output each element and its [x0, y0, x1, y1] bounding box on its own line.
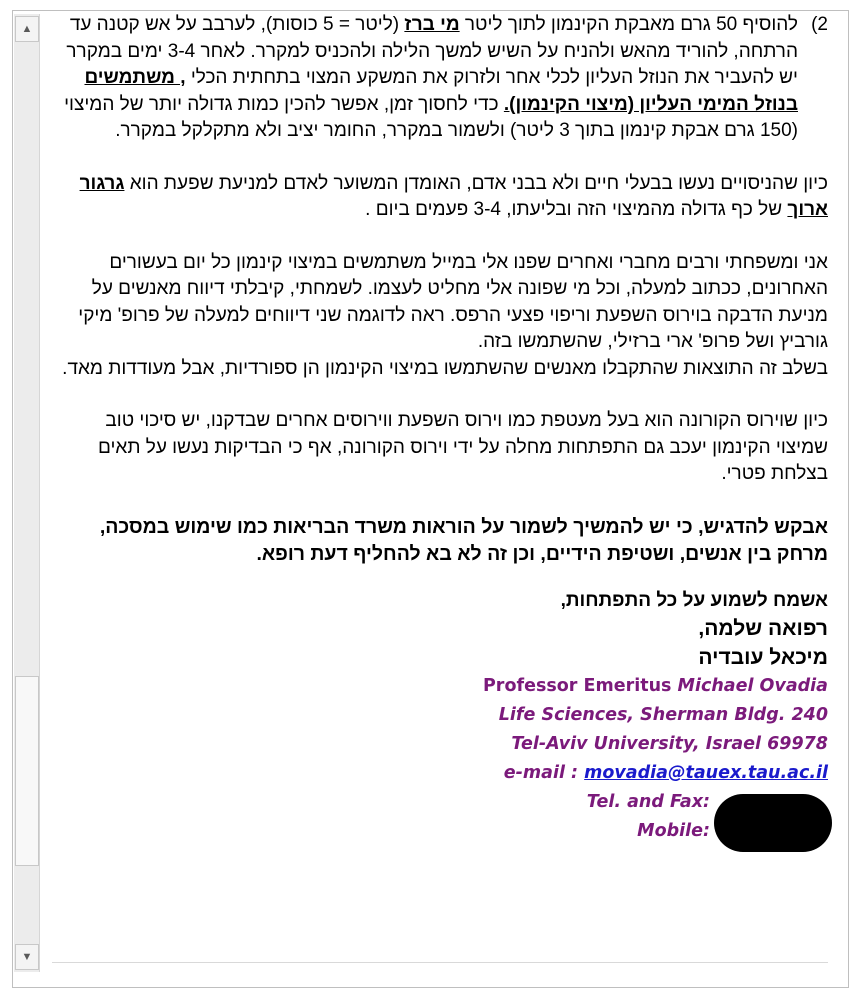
- instruction-paragraph: להוסיף 50 גרם מאבקת הקינמון לתוך ליטר מי ברז (ליטר = 5 כוסות), לערבב על אש קטנה עד הרתחה, להוריד מהאש ולהניח על השיש למשך הלילה ולהכניס למקרר. לאחר 3-4 ימים במקרר יש להעביר את הנוזל העליון לכלי אחר ולזרוק את המשקע המצוי בתחתית הכלי , משתמשים בנוזל המימי העליון (מיצוי הקינמון). כדי לחסוך זמן, אפשר להכין כמות גדולה יותר של המיצוי (150 גרם אבקת קינמון בתוך 3 ליטר) ולשמור במקרר, החומר יציב ולא מתקלקל במקרר.: [64, 14, 798, 141]
- scrollbar-thumb[interactable]: [15, 676, 39, 866]
- dosage-paragraph: כיון שהניסויים נעשו בבעלי חיים ולא בבני אדם, האומדן המשוער לאדם למניעת שפעת הוא גרגור ארוך של כף גדולה מהמיצוי הזה ובליעתו, 3-4 פעמים ביום .: [79, 172, 828, 220]
- tap-water-emphasis: מי ברז: [404, 14, 460, 35]
- signature-mobile-line: Mobile:: [637, 821, 710, 841]
- family-usage-paragraph: אני ומשפחתי ורבים מחברי ואחרים שפנו אלי במייל משתמשים במיצוי קינמון כל יום בעשורים האחרונים, ככתוב למעלה, וכל מי שפונה אלי מחליט לעצמו. לשמחתי, קיבלתי דיווח מאנשים על מניעת הדבקה בוירוס השפעת וריפוי פצעי הרפס. ראה לדוגמה שני דיווחים למעלה של פרופ' מיקי גורביץ ושל פרופ' ארי ברזילי, שהשתמשו בזה.: [78, 251, 828, 352]
- signature-tel-line: Tel. and Fax:: [586, 792, 710, 812]
- scroll-down-button[interactable]: [15, 944, 39, 970]
- upper-liquid-emphasis: , משתמשים בנוזל המימי העליון (מיצוי הקינמון).: [84, 67, 798, 115]
- signature-department: Life Sciences, Sherman Bldg. 240: [498, 705, 828, 725]
- document-body: [52, 12, 828, 846]
- list-item-2: [52, 12, 828, 145]
- bottom-divider: [52, 962, 828, 963]
- redaction-mark: [714, 794, 832, 852]
- scroll-down-arrow-icon: ▼: [21, 951, 33, 963]
- sign-wish: רפואה שלמה,: [698, 617, 828, 640]
- gargle-emphasis: גרגור ארוך: [79, 172, 828, 220]
- vertical-scrollbar[interactable]: [14, 14, 40, 972]
- signature-block: [52, 672, 828, 846]
- scroll-up-button[interactable]: [15, 16, 39, 42]
- corona-paragraph: כיון שוירוס הקורונה הוא בעל מעטפת כמו וירוס השפעת ווירוסים אחרים שבדקנו, יש סיכוי טוב שמיצוי הקינמון יעכב גם התפתחות מחלה על ידי וירוס הקורונה, אף כי הבדיקות נעשו על תאים בצלחת פטרי.: [97, 410, 828, 484]
- results-paragraph: בשלב זה התוצאות שהתקבלו מאנשים שהשתמשו במיצוי הקינמון הן ספורדיות, אבל מעודדות מאד.: [62, 357, 828, 379]
- signature-university: Tel-Aviv University, Israel 69978: [511, 734, 828, 754]
- sign-name-hebrew: מיכאל עובדיה: [698, 646, 828, 669]
- signature-title: Professor Emeritus Michael Ovadia: [482, 676, 828, 696]
- signature-email-line: e-mail : movadia@tauex.tau.ac.il: [503, 763, 828, 783]
- health-guidelines-paragraph: אבקש להדגיש, כי יש להמשיך לשמור על הוראות משרד הבריאות כמו שימוש במסכה, מרחק בין אנשים, ושטיפת הידיים, וכן זה לא בא להחליף דעת רופא.: [99, 515, 828, 565]
- closing-line: אשמח לשמוע על כל התפתחות,: [560, 589, 828, 611]
- list-number: 2): [811, 14, 828, 35]
- scroll-up-arrow-icon: ▲: [21, 23, 33, 35]
- email-link[interactable]: movadia@tauex.tau.ac.il: [584, 763, 828, 783]
